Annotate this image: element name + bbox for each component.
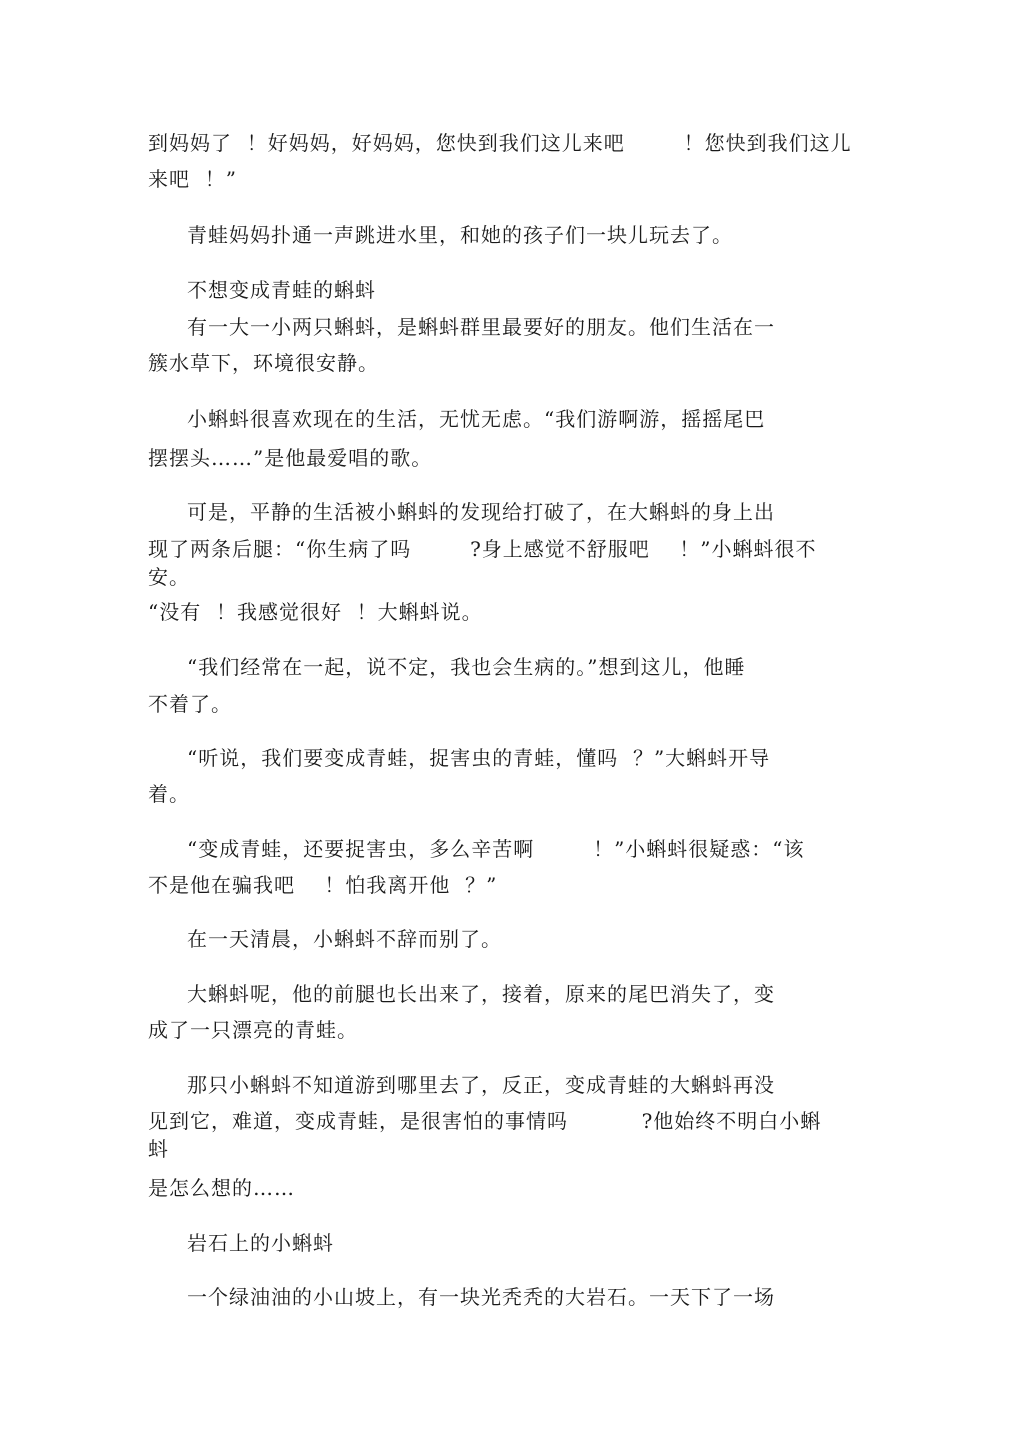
text-line: 来吧 ！”	[148, 167, 237, 191]
text-line: 有一大一小两只蝌蚪，是蝌蚪群里最要好的朋友。他们生活在一	[187, 315, 775, 339]
text-line: 不着了。	[148, 692, 232, 716]
text-line: 青蛙妈妈扑通一声跳进水里，和她的孩子们一块儿玩去了。	[187, 223, 733, 247]
text-line: 那只小蝌蚪不知道游到哪里去了，反正，变成青蛙的大蝌蚪再没	[187, 1073, 775, 1097]
text-line: 到妈妈了 ！好妈妈，好妈妈，您快到我们这儿来吧 ！您快到我们这儿	[148, 131, 852, 155]
text-line: 安。	[148, 565, 190, 589]
text-line: 大蝌蚪呢，他的前腿也长出来了，接着，原来的尾巴消失了，变	[187, 982, 775, 1006]
text-line: 簇水草下，环境很安静。	[148, 351, 379, 375]
text-line: 着。	[148, 782, 190, 806]
text-line: 见到它，难道，变成青蛙，是很害怕的事情吗 ?他始终不明白小蝌	[148, 1109, 822, 1133]
text-line: 是怎么想的……	[148, 1176, 295, 1200]
text-line: 不是他在骗我吧 ！怕我离开他 ？”	[148, 873, 498, 897]
text-line: “听说，我们要变成青蛙，捉害虫的青蛙，懂吗 ？”大蝌蚪开导	[187, 746, 771, 770]
section-title: 岩石上的小蝌蚪	[187, 1231, 334, 1255]
text-line: “变成青蛙，还要捉害虫，多么辛苦啊 ！”小蝌蚪很疑惑：“该	[187, 837, 805, 861]
section-title: 不想变成青蛙的蝌蚪	[187, 278, 376, 302]
text-line: 一个绿油油的小山坡上，有一块光秃秃的大岩石。一天下了一场	[187, 1285, 775, 1309]
text-line: “我们经常在一起，说不定，我也会生病的。”想到这儿，他睡	[187, 655, 746, 679]
text-line: 摆摆头……”是他最爱唱的歌。	[148, 446, 433, 470]
text-line: 可是，平静的生活被小蝌蚪的发现给打破了，在大蝌蚪的身上出	[187, 500, 775, 524]
text-line: “没有 ！我感觉很好 ！大蝌蚪说。	[148, 600, 483, 624]
text-line: 蚪	[148, 1137, 169, 1161]
text-line: 在一天清晨，小蝌蚪不辞而别了。	[187, 927, 502, 951]
text-line: 成了一只漂亮的青蛙。	[148, 1018, 358, 1042]
text-line: 小蝌蚪很喜欢现在的生活，无忧无虑。“我们游啊游，摇摇尾巴	[187, 407, 766, 431]
text-line: 现了两条后腿：“你生病了吗 ?身上感觉不舒服吧 ！”小蝌蚪很不	[148, 537, 817, 561]
